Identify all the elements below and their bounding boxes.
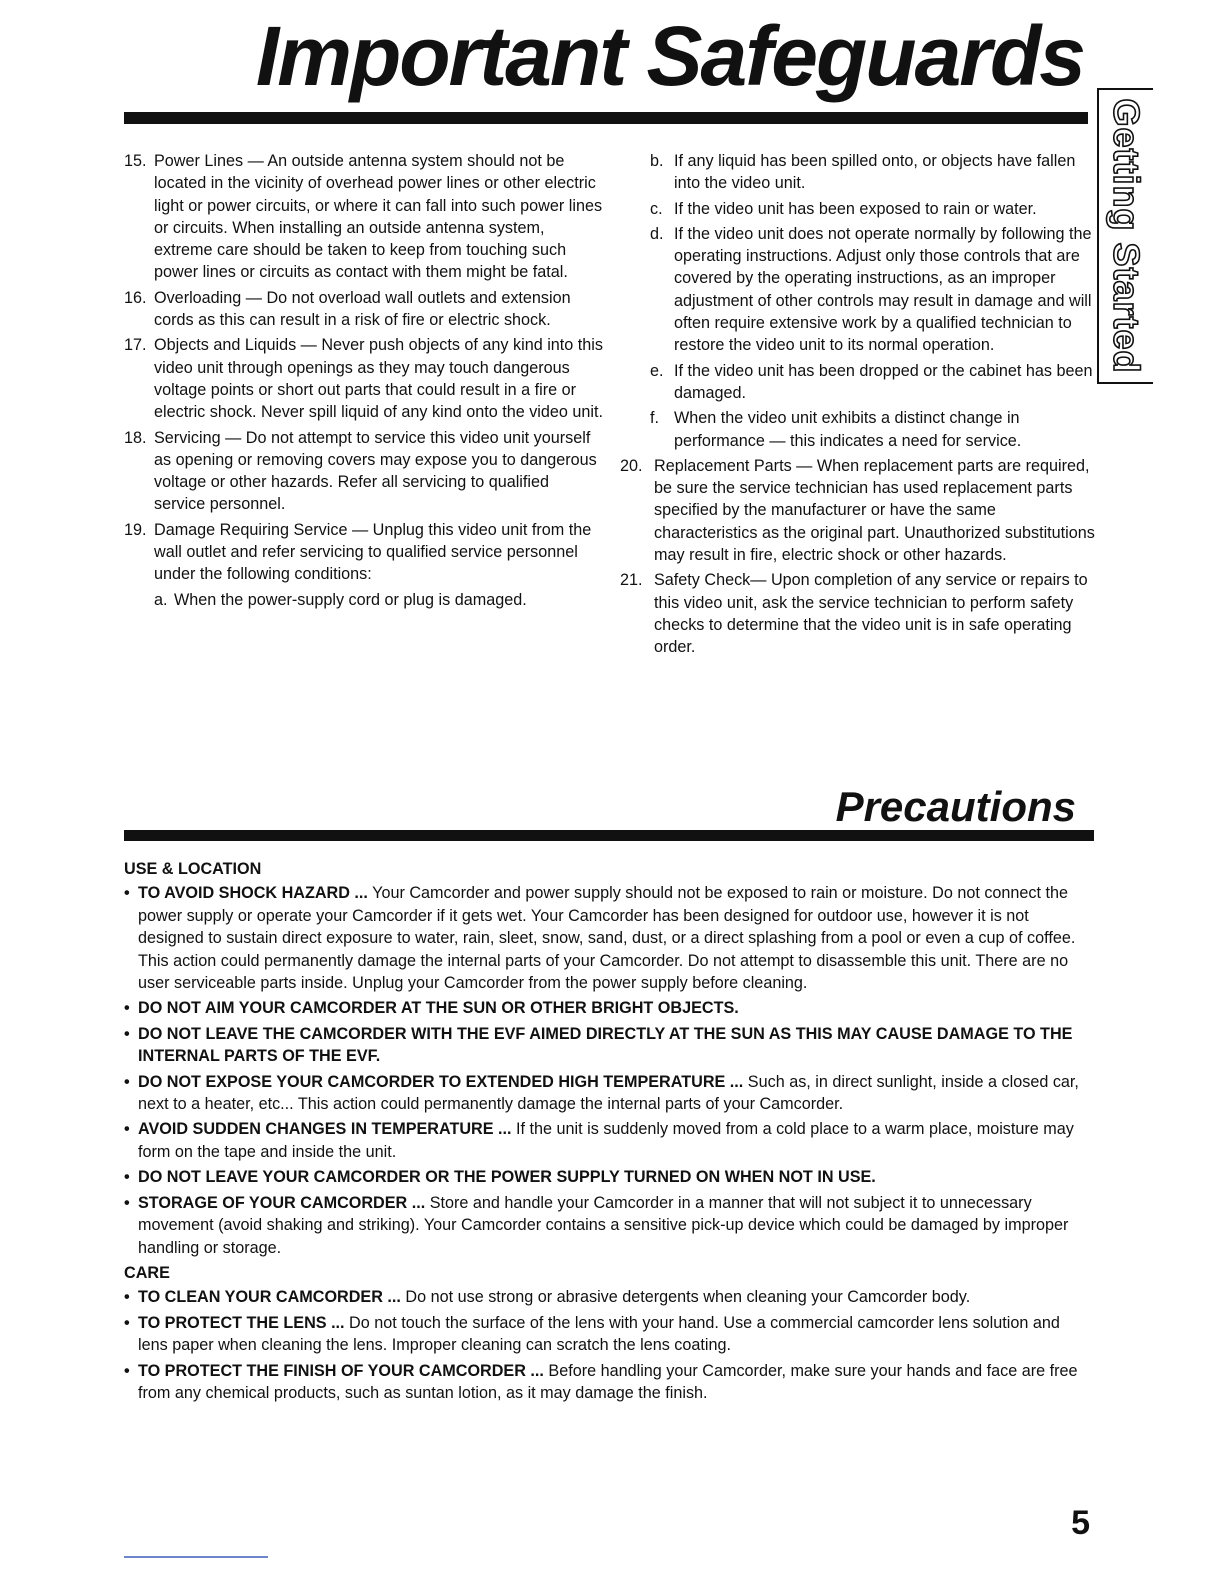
bullet-item bbox=[124, 1312, 1090, 1357]
item-letter: b. bbox=[650, 152, 664, 170]
bullet-item bbox=[124, 1192, 1090, 1259]
item-text: Power Lines — An outside antenna system should not be located in the vicinity of overhead power lines or other electric light or power circuits, or where it can fall into such power lines or circuits. When installing an outside antenna system, extreme care should be taken to keep from touching such power lines or circuits as contact with them might be fatal. bbox=[154, 152, 603, 282]
safeguards-right-column bbox=[620, 150, 1095, 662]
item-text: Servicing — Do not attempt to service this video unit yourself as opening or removing covers may expose you to dangerous voltage or other hazards. Refer all servicing to qualified service personnel. bbox=[154, 428, 597, 514]
item-number: 17. bbox=[124, 336, 147, 355]
bullet-icon: • bbox=[124, 1024, 130, 1043]
item-number: 16. bbox=[124, 288, 147, 307]
bullet-text: Such as, in direct sunlight, inside a closed car, next to a heater, etc... This action could permanently damage the internal parts of your Camcorder. bbox=[138, 1072, 1079, 1114]
item-text: Replacement Parts — When replacement parts are required, be sure the service technician has used replacement parts specified by the manufacturer or have the same characteristics as the original part. Unauthorized substitutions may result in fire, electric shock or other hazards. bbox=[654, 456, 1095, 565]
item-text: Damage Requiring Service — Unplug this video unit from the wall outlet and refer servicing to qualified service personnel under the following conditions: bbox=[154, 520, 592, 584]
list-subitem bbox=[650, 223, 1095, 357]
bullet-lead: STORAGE OF YOUR CAMCORDER ... bbox=[138, 1193, 426, 1212]
footer-line bbox=[124, 1556, 268, 1558]
bullet-icon: • bbox=[124, 999, 130, 1018]
bullet-lead: AVOID SUDDEN CHANGES IN TEMPERATURE ... bbox=[138, 1120, 512, 1139]
bullet-text: Do not use strong or abrasive detergents when cleaning your Camcorder body. bbox=[400, 1288, 971, 1307]
precautions-title: Precautions bbox=[835, 783, 1076, 830]
bullet-item bbox=[124, 882, 1090, 994]
page-title: Important Safeguards bbox=[255, 9, 1084, 103]
bullet-item bbox=[124, 1118, 1090, 1163]
item-number: 18. bbox=[124, 428, 147, 447]
title-rule bbox=[124, 112, 1088, 124]
item-letter: c. bbox=[650, 199, 663, 218]
bullet-lead: DO NOT EXPOSE YOUR CAMCORDER TO EXTENDED HIGH TEMPERATURE ... bbox=[138, 1072, 744, 1091]
section-tab-label: Getting Started bbox=[1106, 98, 1147, 374]
item-text: If the video unit does not operate normally by following the operating instructions. Adjust only those controls that are covered by the operating instructions, as an improper adjustment of other controls may result in damage and will often require extensive work by a qualified technician to restore the video unit to its normal operation. bbox=[674, 224, 1092, 355]
bullet-item bbox=[124, 1023, 1090, 1068]
bullet-icon: • bbox=[124, 1288, 130, 1307]
list-item bbox=[124, 334, 604, 423]
bullet-text: If the unit is suddenly moved from a cold place to a warm place, moisture may form on the tape and inside the unit. bbox=[138, 1120, 1074, 1161]
bullet-icon: • bbox=[124, 1120, 130, 1139]
bullet-icon: • bbox=[124, 1313, 130, 1332]
item-text: Safety Check— Upon completion of any service or repairs to this video unit, ask the service technician to perform safety checks to determine that the video unit is in safe operating order. bbox=[654, 571, 1088, 657]
bullet-icon: • bbox=[124, 1072, 130, 1091]
bullet-text: Do not touch the surface of the lens with your hand. Use a commercial camcorder lens solution and lens paper when cleaning the lens. Improper cleaning can scratch the lens coating. bbox=[138, 1313, 1060, 1355]
list-item bbox=[620, 455, 1095, 566]
bullet-item bbox=[124, 1360, 1090, 1405]
item-text: When the power-supply cord or plug is damaged. bbox=[174, 590, 527, 609]
section-heading: CARE bbox=[124, 1263, 170, 1282]
item-number: 19. bbox=[124, 520, 147, 539]
list-item bbox=[620, 569, 1095, 658]
item-text: If any liquid has been spilled onto, or objects have fallen into the video unit. bbox=[674, 152, 1076, 193]
list-item bbox=[124, 287, 604, 332]
bullet-item bbox=[124, 997, 1090, 1019]
bullet-text: Your Camcorder and power supply should not be exposed to rain or moisture. Do not connect the power supply or operate your Camcorder if it gets wet. Your Camcorder has been designed for outdoor use, however it is not designed to sustain direct exposure to water, rain, sleet, snow, sand, dust, or a direct splashing from a pool or even a cup of coffee. This action could permanently damage the internal parts of your Camcorder. Do not attempt to disassemble this unit. There are no user serviceable parts inside. Unplug your Camcorder from the power supply before cleaning. bbox=[138, 884, 1076, 993]
item-letter: f. bbox=[650, 409, 659, 428]
bullet-text: Store and handle your Camcorder in a manner that will not subject it to unnecessary movement (avoid shaking and striking). Your Camcorder contains a sensitive pick-up device which could be damaged by improper handling or storage. bbox=[138, 1193, 1069, 1257]
bullet-icon: • bbox=[124, 1168, 130, 1187]
bullet-icon: • bbox=[124, 1361, 130, 1380]
item-letter: a. bbox=[154, 590, 168, 609]
bullet-lead: DO NOT LEAVE YOUR CAMCORDER OR THE POWER SUPPLY TURNED ON WHEN NOT IN USE. bbox=[138, 1168, 876, 1187]
item-number: 21. bbox=[620, 571, 643, 590]
list-subitem bbox=[650, 360, 1095, 405]
bullet-lead: TO PROTECT THE LENS ... bbox=[138, 1313, 345, 1332]
section-heading: USE & LOCATION bbox=[124, 860, 262, 878]
item-text: Overloading — Do not overload wall outlets and extension cords as this can result in a risk of fire or electric shock. bbox=[154, 288, 571, 330]
list-subitem bbox=[650, 150, 1095, 195]
item-number: 20. bbox=[620, 456, 643, 475]
item-text: When the video unit exhibits a distinct change in performance — this indicates a need for service. bbox=[674, 409, 1022, 450]
item-text: If the video unit has been exposed to rain or water. bbox=[674, 199, 1037, 218]
item-letter: d. bbox=[650, 224, 664, 243]
bullet-lead: DO NOT LEAVE THE CAMCORDER WITH THE EVF AIMED DIRECTLY AT THE SUN AS THIS MAY CAUSE DAMAGE TO THE INTERNAL PARTS OF THE EVF. bbox=[138, 1024, 1073, 1066]
bullet-item bbox=[124, 1286, 1090, 1308]
bullet-lead: TO AVOID SHOCK HAZARD ... bbox=[138, 884, 368, 903]
bullet-icon: • bbox=[124, 884, 130, 903]
precautions-section bbox=[124, 858, 1090, 1407]
section-tab bbox=[1097, 88, 1153, 384]
item-text: Objects and Liquids — Never push objects of any kind into this video unit through openings as they may touch dangerous voltage points or short out parts that could result in a fire or electric shock. Never spill liquid of any kind onto the video unit. bbox=[154, 336, 603, 422]
list-item bbox=[124, 150, 604, 284]
bullet-text: Before handling your Camcorder, make sure your hands and face are free from any chemical products, such as suntan lotion, as it may damage the finish. bbox=[138, 1361, 1078, 1402]
list-item bbox=[124, 519, 604, 586]
bullet-icon: • bbox=[124, 1193, 130, 1212]
bullet-lead: TO CLEAN YOUR CAMCORDER ... bbox=[138, 1288, 401, 1307]
item-number: 15. bbox=[124, 152, 147, 170]
safeguards-left-column bbox=[124, 150, 604, 614]
bullet-item bbox=[124, 1166, 1090, 1188]
page-number: 5 bbox=[1071, 1504, 1090, 1542]
bullet-lead: TO PROTECT THE FINISH OF YOUR CAMCORDER ... bbox=[138, 1361, 544, 1380]
list-subitem bbox=[650, 198, 1095, 220]
item-letter: e. bbox=[650, 361, 664, 380]
bullet-lead: DO NOT AIM YOUR CAMCORDER AT THE SUN OR OTHER BRIGHT OBJECTS. bbox=[138, 999, 739, 1018]
list-item bbox=[124, 427, 604, 516]
bullet-item bbox=[124, 1071, 1090, 1116]
list-subitem bbox=[154, 589, 604, 611]
precautions-rule bbox=[124, 830, 1094, 841]
item-text: If the video unit has been dropped or the cabinet has been damaged. bbox=[674, 361, 1093, 402]
list-subitem bbox=[650, 407, 1095, 452]
